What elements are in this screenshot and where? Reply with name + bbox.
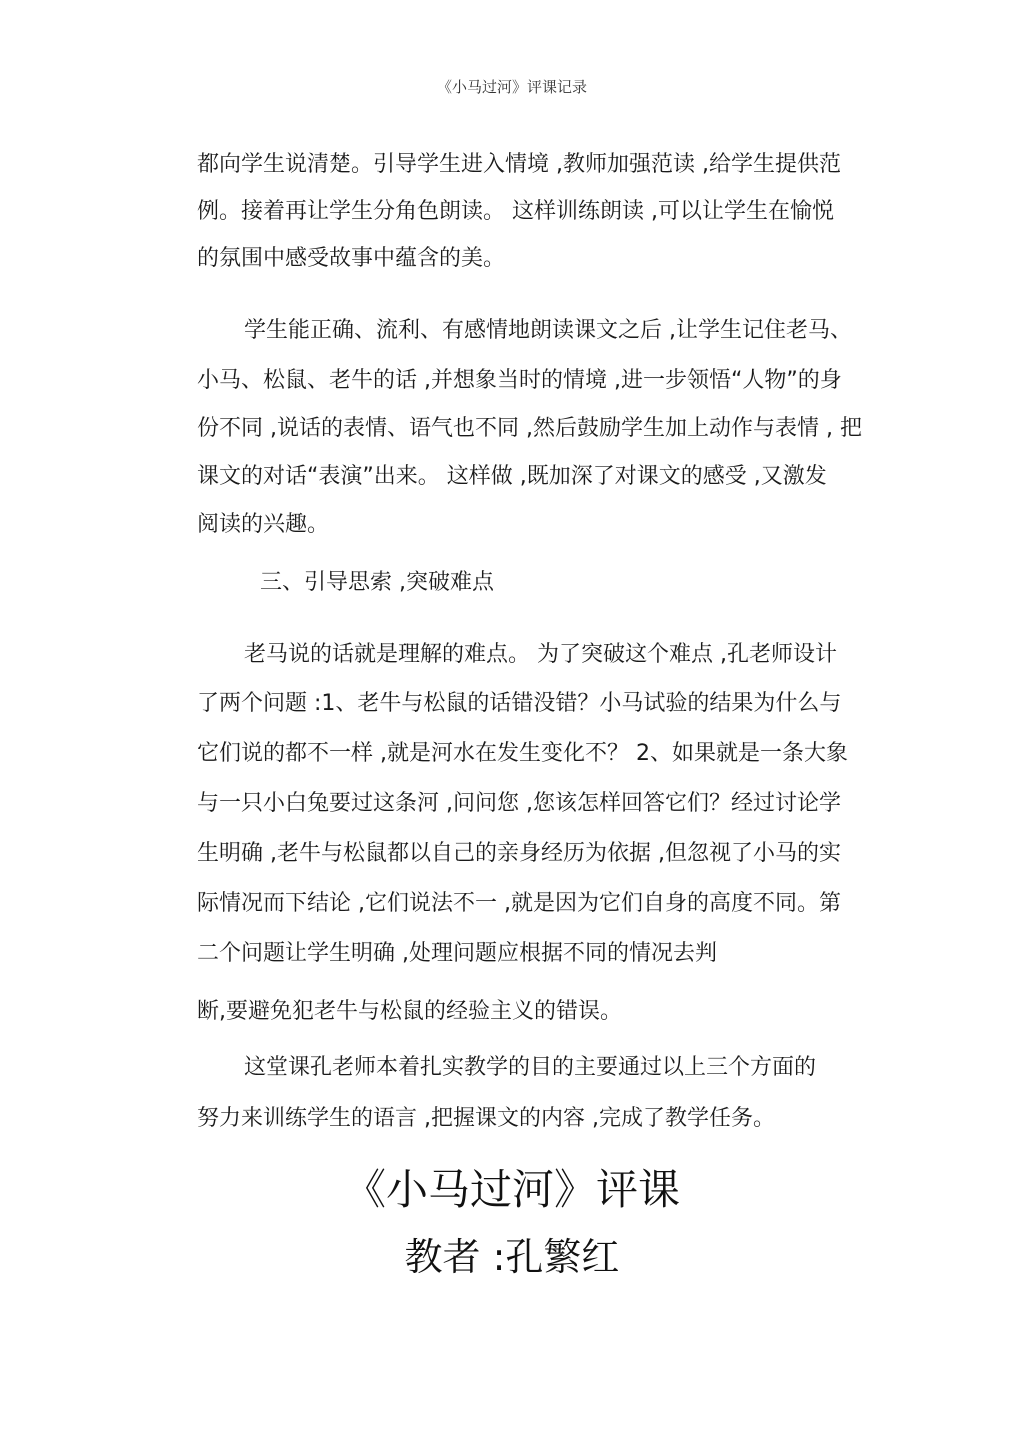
paragraph-line: 老马说的话就是理解的难点。 为了突破这个难点 ,孔老师设计 <box>244 642 837 667</box>
paragraph-line: 它们说的都不一样 ,就是河水在发生变化不？ 2、如果就是一条大象 <box>197 741 848 766</box>
paragraph-line: 阅读的兴趣。 <box>197 512 330 537</box>
paragraph-line: 学生能正确、流利、有感情地朗读课文之后 ,让学生记住老马、 <box>244 318 852 343</box>
paragraph-line: 例。接着再让学生分角色朗读。 这样训练朗读 ,可以让学生在愉悦 <box>197 199 834 224</box>
paragraph-line: 的氛围中感受故事中蕴含的美。 <box>197 246 506 271</box>
paragraph-line: 二个问题让学生明确 ,处理问题应根据不同的情况去判 <box>197 941 717 966</box>
paragraph-line: 断,要避免犯老牛与松鼠的经验主义的错误。 <box>197 999 622 1024</box>
paragraph-line: 都向学生说清楚。引导学生进入情境 ,教师加强范读 ,给学生提供范 <box>197 152 841 177</box>
paragraph-line: 课文的对话“表演”出来。 这样做 ,既加深了对课文的感受 ,又激发 <box>197 464 827 489</box>
paragraph-line: 生明确 ,老牛与松鼠都以自己的亲身经历为依据 ,但忽视了小马的实 <box>197 841 841 866</box>
paragraph-line: 这堂课孔老师本着扎实教学的目的主要通过以上三个方面的 <box>244 1055 817 1080</box>
running-header: 《小马过河》评课记录 <box>436 78 587 96</box>
paragraph-line: 与一只小白兔要过这条河 ,问问您 ,您该怎样回答它们？经过讨论学 <box>197 791 841 816</box>
document-title: 《小马过河》评课 <box>343 1165 680 1214</box>
paragraph-line: 份不同 ,说话的表情、语气也不同 ,然后鼓励学生加上动作与表情 , 把 <box>197 416 862 441</box>
paragraph-line: 努力来训练学生的语言 ,把握课文的内容 ,完成了教学任务。 <box>197 1106 775 1131</box>
author-line: 教者 :孔繁红 <box>404 1235 620 1279</box>
paragraph-line: 小马、松鼠、老牛的话 ,并想象当时的情境 ,进一步领悟“人物”的身 <box>197 368 842 393</box>
paragraph-line: 了两个问题 :1、老牛与松鼠的话错没错？小马试验的结果为什么与 <box>197 691 842 716</box>
paragraph-line: 际情况而下结论 ,它们说法不一 ,就是因为它们自身的高度不同。第 <box>197 891 841 916</box>
section-heading: 三、引导思索 ,突破难点 <box>260 570 494 595</box>
